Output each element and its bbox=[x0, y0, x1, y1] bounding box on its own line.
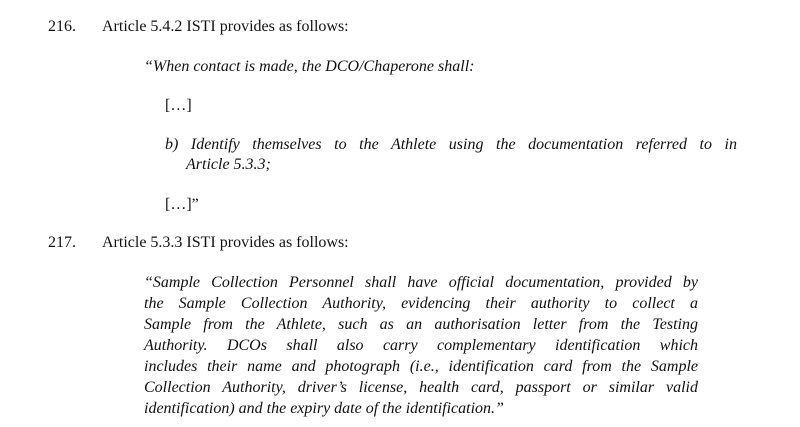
quote-line: Authority. DCOs shall also carry complementary identification which bbox=[144, 337, 698, 354]
quote-line: includes their name and photograph (i.e., identification card from the Sample bbox=[144, 358, 698, 375]
paragraph-217-text: Article 5.3.3 ISTI provides as follows: bbox=[102, 234, 349, 251]
list-item-b-line-1: b) Identify themselves to the Athlete using the documentation referred to in bbox=[165, 136, 737, 153]
quote-line: identification) and the expiry date of the identification.” bbox=[144, 400, 504, 417]
block-quote-5-3-3 bbox=[144, 272, 698, 419]
ellipsis-close: […]” bbox=[165, 196, 199, 213]
list-item-b bbox=[165, 135, 737, 175]
quote-line: Collection Authority, driver’s license, health card, passport or similar valid bbox=[144, 379, 698, 396]
paragraph-number-217: 217. bbox=[48, 234, 76, 251]
paragraph-number-216: 216. bbox=[48, 18, 76, 35]
quote-intro: “When contact is made, the DCO/Chaperone shall: bbox=[144, 58, 475, 75]
paragraph-216-text: Article 5.4.2 ISTI provides as follows: bbox=[102, 18, 349, 35]
quote-line: the Sample Collection Authority, evidencing their authority to collect a bbox=[144, 295, 698, 312]
ellipsis-open: […] bbox=[165, 97, 192, 114]
quote-line: “Sample Collection Personnel shall have official documentation, provided by bbox=[144, 274, 698, 291]
quote-line: Sample from the Athlete, such as an authorisation letter from the Testing bbox=[144, 316, 698, 333]
list-item-b-line-2: Article 5.3.3; bbox=[186, 156, 271, 173]
